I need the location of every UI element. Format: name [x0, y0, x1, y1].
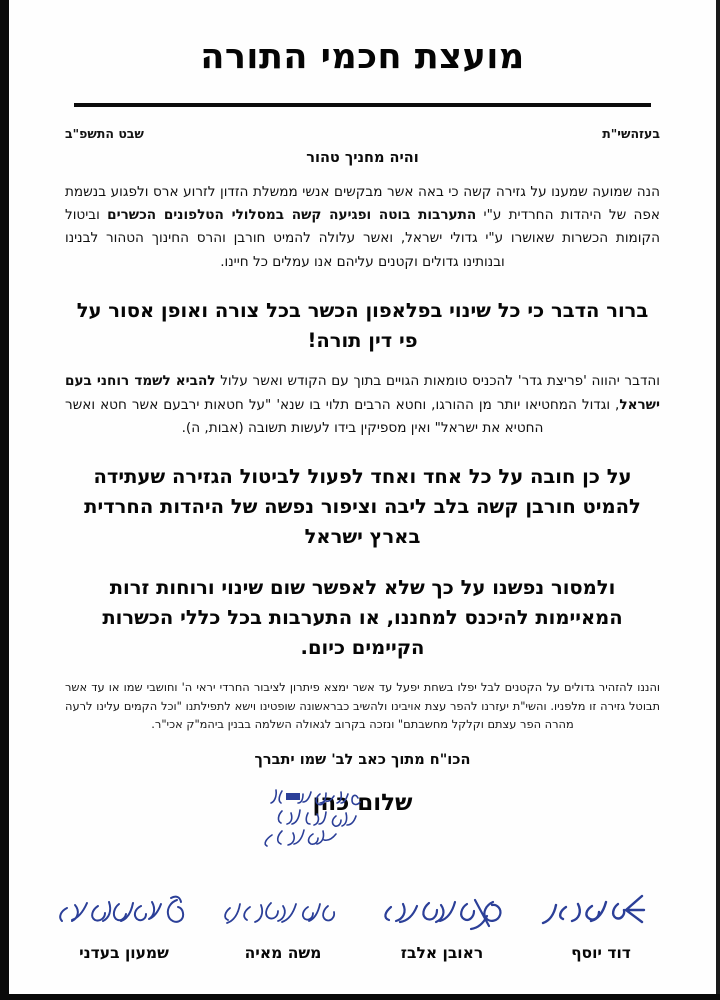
blessing-abbreviation: בעזהשי"ת [602, 125, 660, 141]
paragraph-two-part-b: , וגדול המחטיאו יותר מן ההורגו, וחטא הרבים תלוי בו שנא' "על חטאות ירבעם אשר חטא ואשר החטיא את ישראל" ואין מספיקין בידו לעשות תשובה (אבות, ה). [65, 396, 620, 436]
signoff-line: הכו"ח מתוך כאב לב' שמו יתברך [254, 751, 471, 768]
headline-one: ברור הדבר כי כל שינוי בפלאפון הכשר בכל צורה ואופן אסור על פי דין תורה! [76, 299, 649, 352]
signatory-cell-2 [208, 890, 358, 962]
paragraph-one-part-a: הנה שמועה שמענו על גזירה קשה כי באה אשר מבקשים אנשי ממשלת הזדון לזרוע ארס ולפגוע בנשמת אפה של היהדות החרדית ע"י [65, 183, 660, 223]
paragraph-one-emphasis: התערבות בוטה ופגיעה קשה במסלולי הטלפונים הכשרים [107, 206, 477, 223]
handwritten-note-icon [208, 780, 378, 852]
handwritten-signature-icon-2 [208, 890, 358, 942]
letter-sheet [9, 0, 716, 994]
headline-two: על כן חובה על כל אחד ואחד לפעול לביטול הגזירה שעתידה להמיט חורבן קשה בלב ליבה וציפור נפשה של היהדות החרדית בארץ ישראל [84, 465, 641, 548]
letter-subtitle: והיה מחניך טהור [306, 149, 419, 166]
page-title: מועצת חכמי התורה [200, 37, 525, 77]
signatory-cell-4 [526, 890, 676, 962]
handwritten-signature-icon-1 [49, 890, 199, 942]
signatories-grid [9, 890, 716, 962]
handwritten-signature-icon-3 [367, 890, 517, 942]
letter-content [9, 38, 716, 846]
scan-edge-right [716, 0, 720, 1000]
signatory-name-4: דוד יוסף [571, 944, 631, 962]
paragraph-three: והננו להזהיר גדולים על הקטנים לבל יפלו בשחת יפעל עד אשר ימצא פיתרון לציבור החרדי יראי ה' וחושבי שמו או עד אשר תבוטל גזירה זו מלפניו. והשי"ת יעזרנו להפר עצת אויבינו ולהשיב כבראשונה שופטינו וישא לתפילתנו "וכל הקמים עלינו לרעה מהרה הפר עצתם וקלקל מחשבתם" ונזכה בקרוב לגאולה השלמה בבנין ביהמ"ק אכי"ר. [65, 680, 660, 732]
scan-edge-left [0, 0, 9, 1000]
headline-three: ולמסור נפשנו על כך שלא לאפשר שום שינוי ורוחות זרות המאיימות להיכנס למחננו, או התערבות בכל כללי הכשרות הקיימים כיום. [102, 576, 623, 659]
header-divider [74, 103, 651, 107]
signatory-name-1: שמעון בעדני [79, 944, 169, 962]
signatory-cell-1 [49, 890, 199, 962]
signatory-name-3: ראובן אלבז [400, 944, 484, 962]
hebrew-date: שבט התשפ"ב [65, 125, 144, 141]
paragraph-two-part-a: והדבר יהווה 'פריצת גדר' להכניס טומאות הגויים בתוך עם הקודש ואשר עלול [215, 373, 660, 390]
handwritten-signature-icon-4 [526, 890, 676, 942]
paragraph-one-part-b: וביטול הקומות הכשרות שאושרו ע"י גדולי ישראל, ואשר עלולה להמיט חורבן והרס החינוך הטהור לבנינו ובנותינו גדולים וקטנים עליהם אנו עמלים כל חיינו. [65, 206, 660, 270]
paragraph-one [65, 181, 660, 275]
signatory-cell-3 [367, 890, 517, 962]
meta-row [65, 126, 660, 141]
paragraph-two-emphasis: להביא לשמד רוחני בעם ישראל [65, 373, 660, 413]
paragraph-two [65, 370, 660, 440]
signatory-name-2: משה מאיה [244, 944, 322, 962]
main-signature-row [65, 784, 660, 846]
main-signature-name: שלום כהן [312, 789, 413, 816]
scan-edge-bottom [0, 994, 720, 1000]
